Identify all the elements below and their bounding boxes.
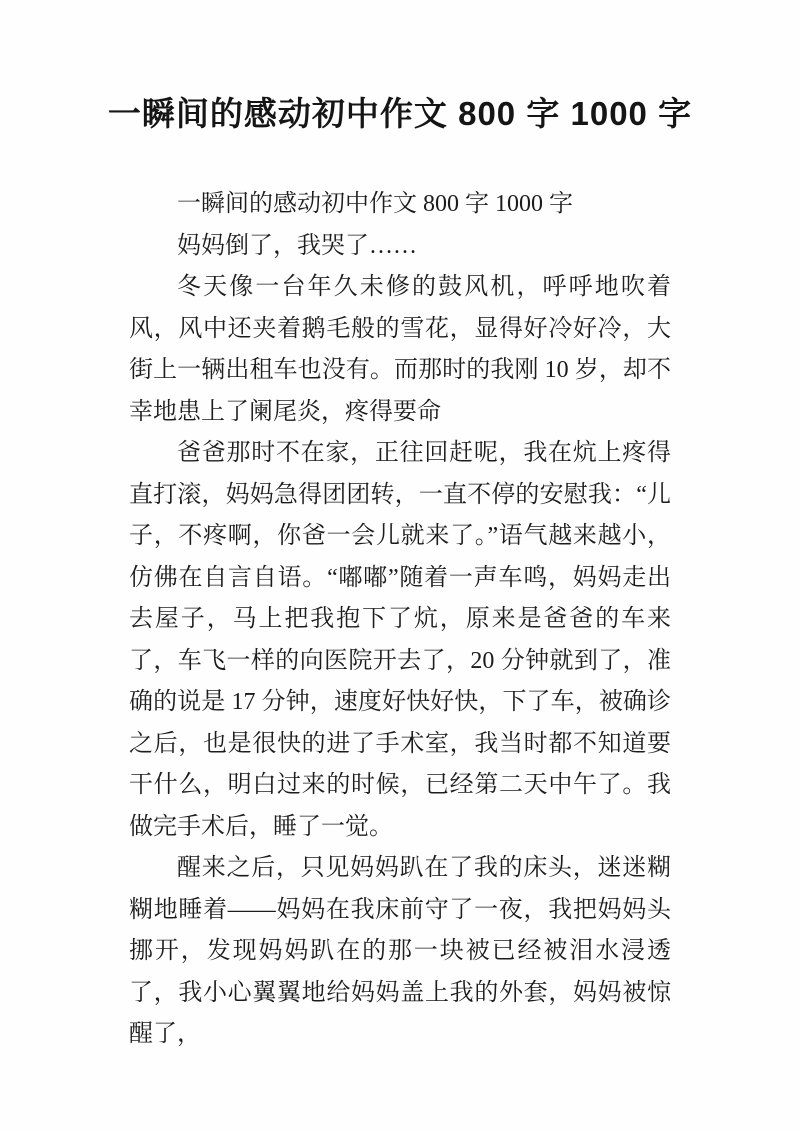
page-title: 一瞬间的感动初中作文 800 字 1000 字: [107, 95, 693, 132]
paragraph-winter: 冬天像一台年久未修的鼓风机，呼呼地吹着风，风中还夹着鹅毛般的雪花，显得好冷好冷，大街上一辆出租车也没有。而那时的我刚 10 岁，却不幸地患上了阑尾炎，疼得要命: [129, 274, 671, 425]
paragraph-hospital: 爸爸那时不在家，正往回赶呢，我在炕上疼得直打滚，妈妈急得团团转，一直不停的安慰我：“儿子，不疼啊，你爸一会儿就来了。”语气越来越小，仿佛在自言自语。“嘟嘟”随着一声车鸣，妈妈走出去屋子，马上把我抱下了炕，原来是爸爸的车来了，车飞一样的向医院开去了，20 分钟就到了，准确的说是 17 分钟，速度好快好快，下了车，被确诊之后，也是很快的进了手术室，我当时都不知道要干什么，明白过来的时候，已经第二天中午了。我做完手术后，睡了一觉。: [129, 440, 671, 840]
essay-body: [129, 184, 671, 1056]
paragraph-wakeup: 醒来之后，只见妈妈趴在了我的床头，迷迷糊糊地睡着——妈妈在我床前守了一夜，我把妈妈头挪开，发现妈妈趴在的那一块被已经被泪水浸透了，我小心翼翼地给妈妈盖上我的外套，妈妈被惊醒了，: [129, 855, 671, 1047]
paragraph-title-line: 一瞬间的感动初中作文 800 字 1000 字: [177, 191, 573, 217]
paragraph-subtitle-line: 妈妈倒了，我哭了……: [177, 232, 417, 259]
